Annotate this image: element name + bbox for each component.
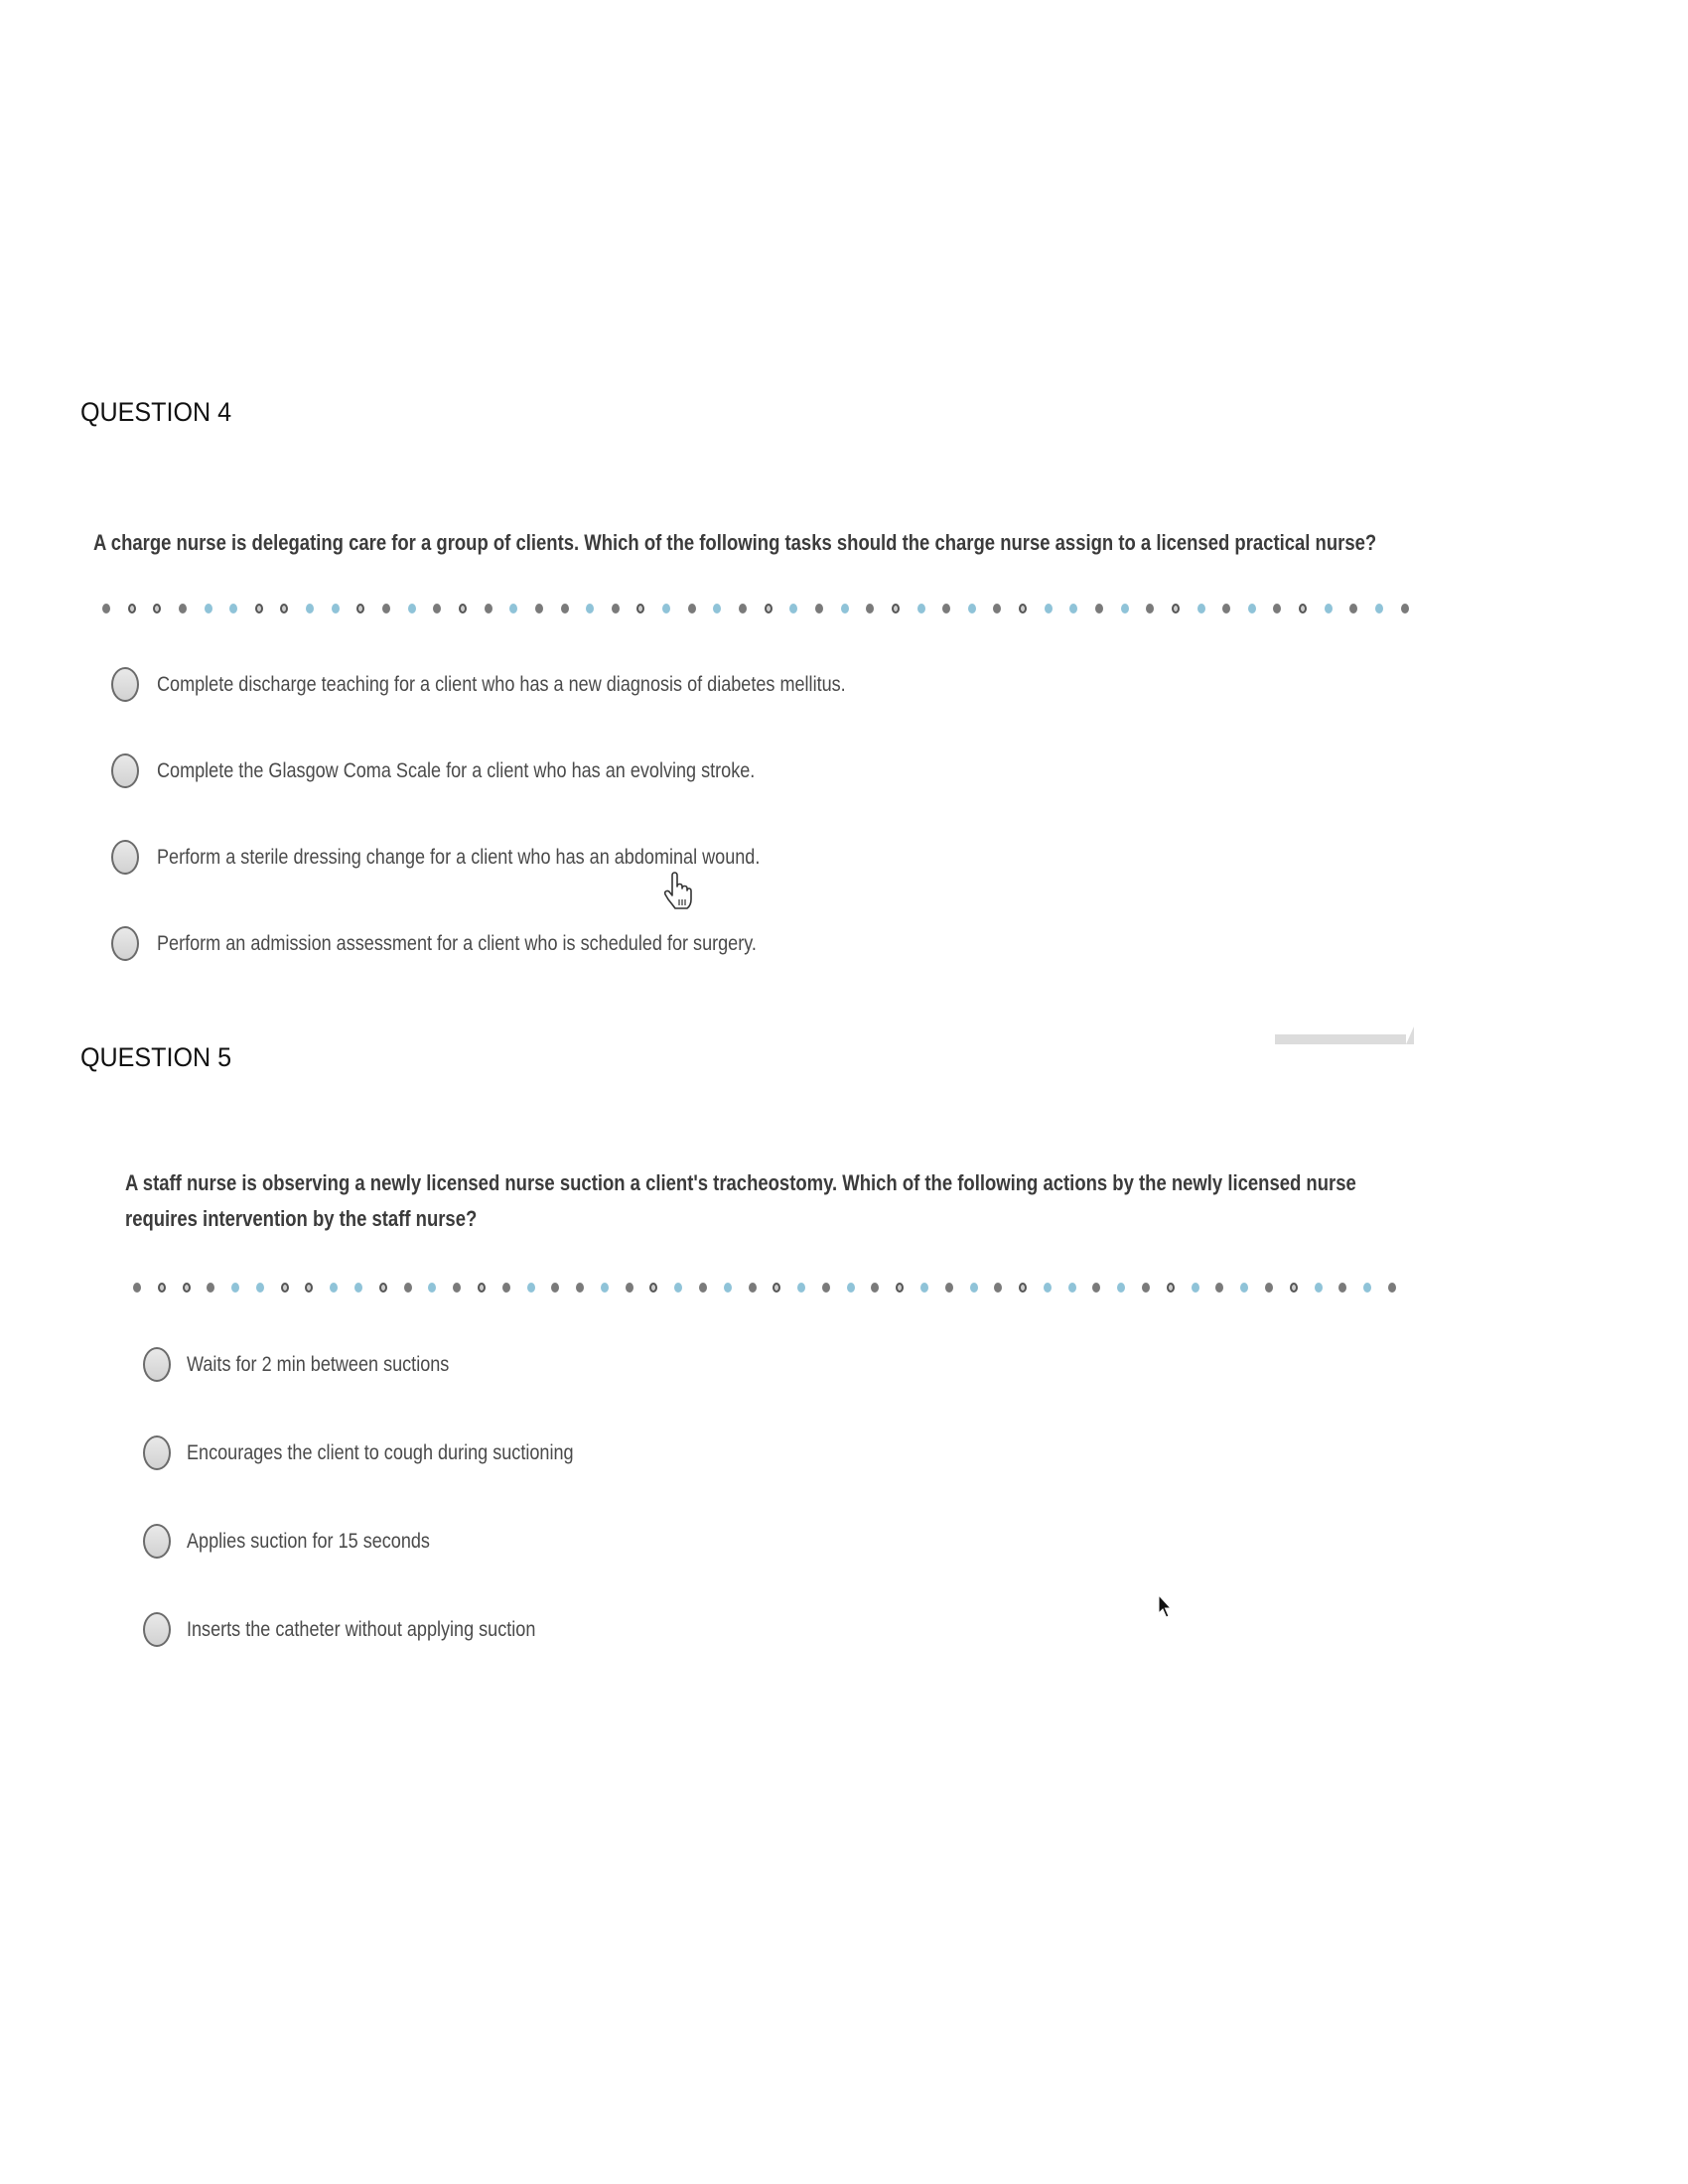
question-4-option-1[interactable] [111,667,958,702]
separator-dot-icon [379,1283,387,1293]
separator-dot-icon [688,604,696,614]
separator-dot-icon [281,1283,289,1293]
separator-dot-icon [662,604,670,614]
option-label: Perform a sterile dressing change for a client who has an abdominal wound. [157,845,761,869]
separator-dot-icon [231,1283,239,1293]
separator-dot-icon [892,604,900,614]
separator-dot-icon [1019,604,1027,614]
separator-dot-icon [527,1283,535,1293]
separator-dot-icon [1019,1283,1027,1293]
separator-dot-icon [896,1283,904,1293]
separator-dot-icon [332,604,340,614]
separator-dot-icon [1192,1283,1199,1293]
separator-dot-icon [207,1283,214,1293]
separator-dot-icon [1248,604,1256,614]
separator-dot-icon [724,1283,732,1293]
radio-button[interactable] [111,753,139,788]
separator-dot-icon [183,1283,191,1293]
radio-button[interactable] [111,667,139,702]
separator-dot-icon [1172,604,1180,614]
separator-dot-icon [789,604,797,614]
question-5-dot-separator [133,1282,1396,1294]
option-label: Applies suction for 15 seconds [187,1529,430,1553]
separator-dot-icon [509,604,517,614]
separator-dot-icon [459,604,467,614]
separator-dot-icon [561,604,569,614]
question-5-heading: QUESTION 5 [80,1042,232,1072]
separator-dot-icon [626,1283,633,1293]
separator-dot-icon [179,604,187,614]
separator-dot-icon [1349,604,1357,614]
separator-dot-icon [847,1283,855,1293]
separator-dot-icon [502,1283,510,1293]
separator-dot-icon [968,604,976,614]
separator-dot-icon [478,1283,486,1293]
question-5-option-3[interactable] [143,1524,470,1559]
option-label: Waits for 2 min between suctions [187,1352,450,1376]
separator-dot-icon [1375,604,1383,614]
separator-dot-icon [1338,1283,1346,1293]
separator-dot-icon [866,604,874,614]
separator-dot-icon [1044,1283,1052,1293]
separator-dot-icon [942,604,950,614]
option-label: Perform an admission assessment for a client who is scheduled for surgery. [157,931,757,955]
question-5-prompt-line-2: requires intervention by the staff nurse? [125,1206,478,1231]
separator-dot-icon [699,1283,707,1293]
radio-button[interactable] [143,1612,171,1647]
separator-dot-icon [354,1283,362,1293]
question-4-option-3[interactable] [111,840,858,875]
separator-dot-icon [871,1283,879,1293]
separator-dot-icon [1401,604,1409,614]
question-5-option-4[interactable] [143,1612,593,1647]
separator-dot-icon [1215,1283,1223,1293]
separator-dot-icon [920,1283,928,1293]
separator-dot-icon [356,604,364,614]
separator-dot-icon [158,1283,166,1293]
separator-dot-icon [1197,604,1205,614]
option-label: Complete the Glasgow Coma Scale for a client who has an evolving stroke. [157,758,756,782]
question-4-option-4[interactable] [111,926,854,961]
question-4-dot-separator [102,603,1409,614]
separator-dot-icon [797,1283,805,1293]
separator-dot-icon [305,1283,313,1293]
question-5-option-2[interactable] [143,1435,636,1470]
separator-dot-icon [576,1283,584,1293]
separator-dot-icon [612,604,620,614]
arrow-pointer-cursor-icon [1158,1594,1174,1620]
option-label: Inserts the catheter without applying suction [187,1617,536,1641]
separator-dot-icon [306,604,314,614]
separator-dot-icon [674,1283,682,1293]
separator-dot-icon [153,604,161,614]
separator-dot-icon [765,604,773,614]
separator-dot-icon [993,604,1001,614]
question-5-prompt [125,1165,1356,1237]
separator-dot-icon [428,1283,436,1293]
radio-button[interactable] [143,1524,171,1559]
separator-dot-icon [256,1283,264,1293]
separator-dot-icon [773,1283,780,1293]
separator-dot-icon [1167,1283,1175,1293]
separator-dot-icon [586,604,594,614]
separator-dot-icon [749,1283,757,1293]
separator-dot-icon [1315,1283,1323,1293]
separator-dot-icon [1146,604,1154,614]
separator-dot-icon [1290,1283,1298,1293]
separator-dot-icon [713,604,721,614]
separator-dot-icon [1325,604,1333,614]
separator-dot-icon [485,604,492,614]
separator-dot-icon [133,1283,141,1293]
separator-dot-icon [408,604,416,614]
radio-button[interactable] [143,1347,171,1382]
separator-dot-icon [649,1283,657,1293]
separator-dot-icon [229,604,237,614]
separator-dot-icon [1265,1283,1273,1293]
separator-dot-icon [382,604,390,614]
separator-dot-icon [330,1283,338,1293]
separator-dot-icon [601,1283,609,1293]
radio-button[interactable] [143,1435,171,1470]
radio-button[interactable] [111,926,139,961]
separator-dot-icon [970,1283,978,1293]
separator-dot-icon [1299,604,1307,614]
separator-dot-icon [841,604,849,614]
separator-dot-icon [453,1283,461,1293]
separator-dot-icon [636,604,644,614]
question-4-heading: QUESTION 4 [80,397,232,427]
separator-dot-icon [1095,604,1103,614]
separator-dot-icon [1117,1283,1125,1293]
separator-dot-icon [1045,604,1053,614]
separator-dot-icon [1363,1283,1371,1293]
separator-dot-icon [739,604,747,614]
separator-dot-icon [255,604,263,614]
option-label: Complete discharge teaching for a client who has a new diagnosis of diabetes mellitus. [157,672,846,696]
separator-dot-icon [1068,1283,1076,1293]
separator-dot-icon [1240,1283,1248,1293]
question-4-option-2[interactable] [111,753,852,788]
separator-dot-icon [994,1283,1002,1293]
question-4-prompt-line: A charge nurse is delegating care for a group of clients. Which of the following tasks should the charge nurse assign to a licensed practical nurse? [93,530,1377,555]
separator-dot-icon [1121,604,1129,614]
separator-dot-icon [822,1283,830,1293]
separator-dot-icon [102,604,110,614]
separator-dot-icon [815,604,823,614]
separator-dot-icon [945,1283,953,1293]
separator-dot-icon [128,604,136,614]
separator-dot-icon [1092,1283,1100,1293]
separator-dot-icon [551,1283,559,1293]
option-label: Encourages the client to cough during suctioning [187,1440,574,1464]
separator-dot-icon [917,604,925,614]
scroll-bar-fragment [1275,1024,1414,1044]
separator-dot-icon [205,604,212,614]
separator-dot-icon [1142,1283,1150,1293]
question-5-prompt-line-1: A staff nurse is observing a newly licensed nurse suction a client's tracheostomy. Which of the following actions by the newly licensed nurse [125,1170,1356,1195]
hand-pointer-cursor-icon [663,872,693,911]
separator-dot-icon [433,604,441,614]
separator-dot-icon [404,1283,412,1293]
question-5-option-1[interactable] [143,1347,492,1382]
separator-dot-icon [1388,1283,1396,1293]
separator-dot-icon [1222,604,1230,614]
question-4-prompt [93,525,1376,561]
radio-button[interactable] [111,840,139,875]
separator-dot-icon [280,604,288,614]
separator-dot-icon [535,604,543,614]
separator-dot-icon [1273,604,1281,614]
separator-dot-icon [1069,604,1077,614]
